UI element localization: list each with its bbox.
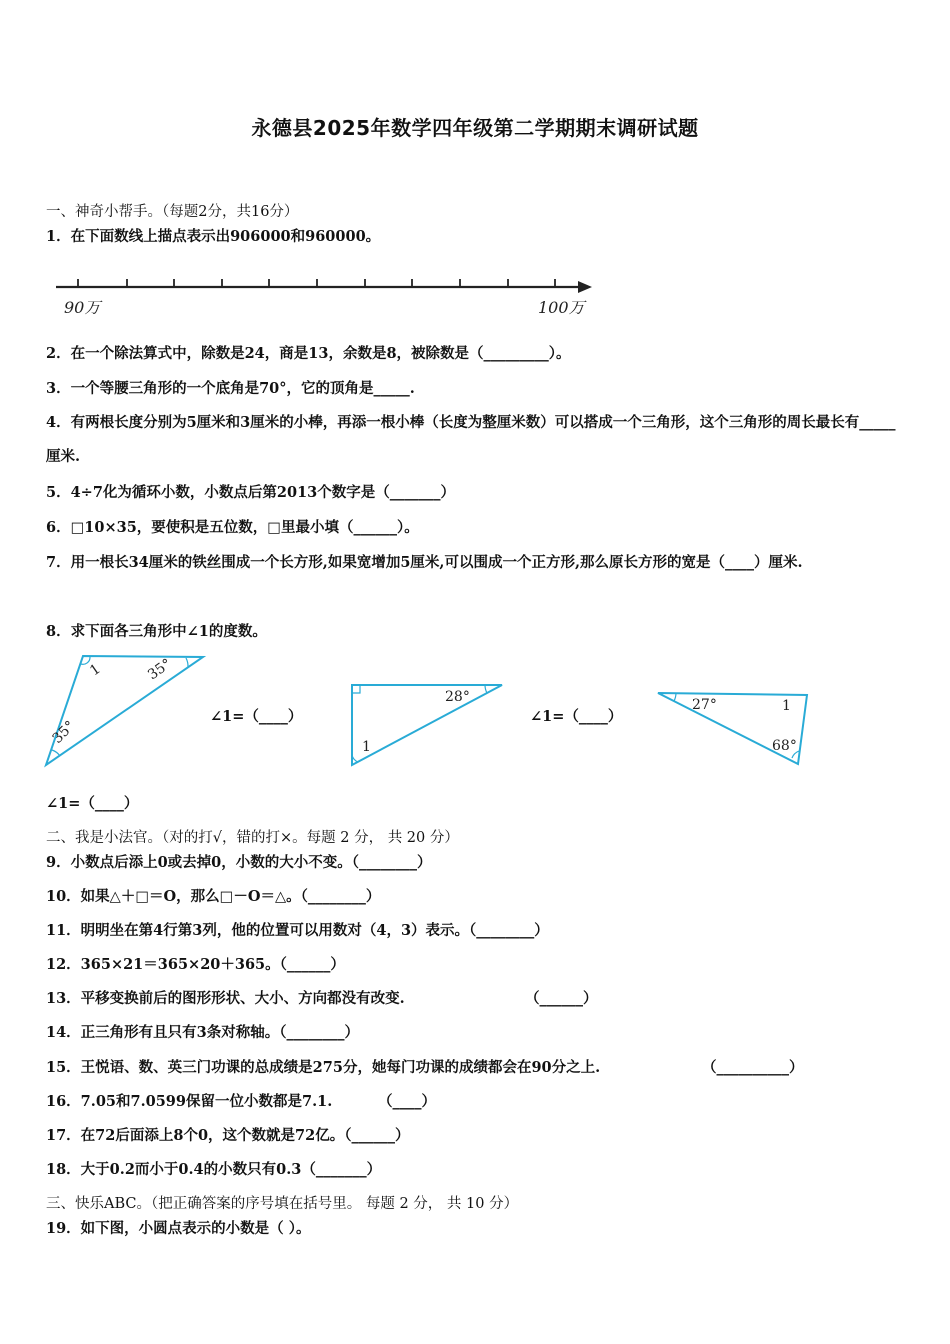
number-line-right-label: 100万	[538, 298, 585, 317]
number-line-ticks	[78, 279, 555, 287]
section-1-heading: 一、神奇小帮手。（每题2分，共16分）	[46, 204, 299, 220]
triangle-1	[40, 650, 215, 775]
triangle-2	[345, 676, 510, 771]
svg-text:35°: 35°	[49, 717, 79, 747]
triangle-3-answer: ∠1=（____）	[46, 795, 139, 812]
section-2-heading: 二、我是小法官。（对的打√，错的打×。每题 2 分， 共 20 分）	[46, 830, 459, 846]
svg-text:28°: 28°	[445, 689, 470, 705]
svg-text:35°: 35°	[145, 655, 175, 684]
question-15-blank: （__________）	[702, 1059, 804, 1076]
question-6: 6．□10×35，要使积是五位数，□里最小填（______）。	[46, 519, 419, 536]
triangle-2-answer: ∠1=（____）	[530, 708, 623, 725]
question-11: 11．明明坐在第4行第3列，他的位置可以用数对（4，3）表示。（________）	[46, 922, 549, 939]
svg-text:68°: 68°	[772, 738, 797, 754]
question-16-blank: （____）	[378, 1093, 436, 1110]
question-3: 3．一个等腰三角形的一个底角是70°，它的顶角是_____.	[46, 380, 415, 397]
question-17: 17．在72后面添上8个0，这个数就是72亿。（______）	[46, 1127, 410, 1144]
question-10: 10．如果△＋□＝O，那么□－O＝△。（________）	[46, 888, 381, 905]
question-15: 15．王悦语、数、英三门功课的总成绩是275分，她每门功课的成绩都会在90分之上.	[46, 1059, 601, 1076]
question-19: 19．如下图，小圆点表示的小数是（ ）。	[46, 1220, 311, 1237]
question-2: 2．在一个除法算式中，除数是24，商是13，余数是8，被除数是（_________）。	[46, 345, 571, 362]
svg-text:27°: 27°	[692, 697, 717, 713]
svg-text:1: 1	[782, 698, 791, 714]
question-1: 1．在下面数线上描点表示出906000和960000。	[46, 228, 381, 245]
number-line-left-label: 90万	[64, 298, 101, 317]
question-8: 8．求下面各三角形中∠1的度数。	[46, 623, 267, 640]
question-12: 12．365×21＝365×20＋365。（______）	[46, 956, 345, 973]
section-3-heading: 三、快乐ABC。（把正确答案的序号填在括号里。 每题 2 分， 共 10 分）	[46, 1196, 519, 1212]
question-18: 18．大于0.2而小于0.4的小数只有0.3（_______）	[46, 1161, 382, 1178]
question-14: 14．正三角形有且只有3条对称轴。（________）	[46, 1024, 360, 1041]
page-title: 永德县2025年数学四年级第二学期期末调研试题	[251, 116, 699, 140]
question-5: 5．4÷7化为循环小数，小数点后第2013个数字是（_______）	[46, 484, 456, 501]
question-16: 16．7.05和7.0599保留一位小数都是7.1.	[46, 1093, 333, 1110]
svg-text:1: 1	[362, 739, 371, 755]
question-9: 9．小数点后添上0或去掉0，小数的大小不变。（________）	[46, 854, 432, 871]
question-7: 7．用一根长34厘米的铁丝围成一个长方形,如果宽增加5厘米,可以围成一个正方形,那么原长方形的宽是（____）厘米.	[46, 554, 803, 571]
number-line	[50, 268, 600, 328]
question-13-blank: （______）	[525, 990, 598, 1007]
triangle-3	[652, 685, 817, 770]
question-4: 4．有两根长度分别为5厘米和3厘米的小棒，再添一根小棒（长度为整厘米数）可以搭成一个三角形，这个三角形的周长最长有_____厘米.	[46, 414, 896, 465]
triangle-1-answer: ∠1=（____）	[210, 708, 303, 725]
question-13: 13．平移变换前后的图形形状、大小、方向都没有改变.	[46, 990, 405, 1007]
svg-text:1: 1	[87, 661, 104, 680]
